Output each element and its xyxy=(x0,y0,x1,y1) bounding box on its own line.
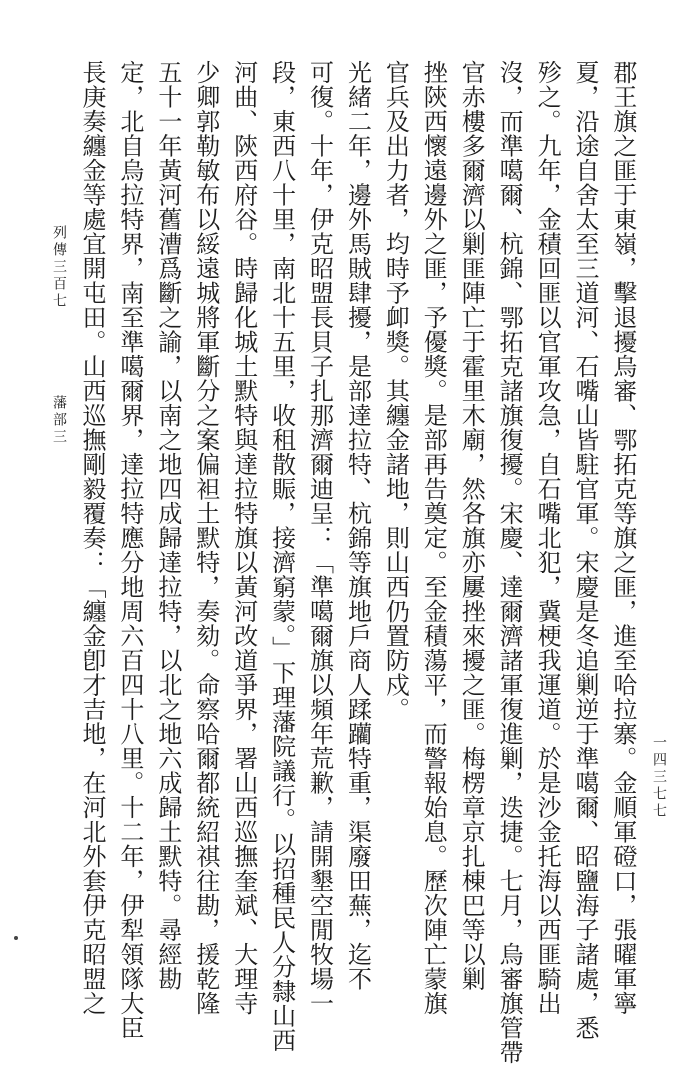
text-column-4: 沒，而準噶爾、杭錦、鄂拓克諸旗復擾。宋慶、達爾濟諸軍復進剿，迭捷。七月，烏審旗管帶 xyxy=(495,60,524,1065)
text-column-5: 官赤樓多爾濟以剿匪陣亡于霍里木廟，然各旗亦屢挫來擾之匪。梅楞章京扎棟巴等以剿 xyxy=(457,60,486,991)
text-column-11: 河曲、陝西府谷。時歸化城土默特與達拉特旗以黃河改道爭界，署山西巡撫奎斌、大理寺 xyxy=(229,60,258,1016)
text-column-13: 五十一年黃河舊漕爲斷之諭，以南之地四成歸達拉特，以北之地六成歸土默特。尋經勘 xyxy=(153,60,182,991)
main-text-block xyxy=(78,60,637,1065)
scan-speck xyxy=(14,936,18,940)
text-column-6: 挫陝西懷遠邊外之匪，予優獎。是部再告奠定。至金積蕩平，而警報始息。歷次陣亡蒙旗 xyxy=(419,60,448,1016)
text-column-12: 少卿郭勒敏布以綏遠城將軍斷分之案偏袒土默特，奏劾。命察哈爾都統紹祺往勘，援乾隆 xyxy=(191,60,220,1016)
text-column-8: 光緒二年，邊外馬賊肆擾，是部達拉特、杭錦等旗地戶商人蹂躪特重，渠廢田蕪，迄不 xyxy=(343,60,372,991)
text-column-14: 定，北自烏拉特界，南至準噶爾界，達拉特應分地周六百四十八里。十二年，伊犁領隊大臣 xyxy=(115,60,144,1040)
text-column-10: 段，東西八十里，南北十五里，收租散賑，接濟窮蒙。」下理藩院議行。以招種民人分隸山西 xyxy=(267,60,296,1053)
text-column-7: 官兵及出力者，均時予卹獎。其纏金諸地，則山西仍置防戍。 xyxy=(381,60,410,722)
margin-header-section: 藩部三 xyxy=(51,395,67,446)
page-number: 一四三七七 xyxy=(651,735,667,820)
text-column-3: 殄之。九年，金積回匪以官軍攻急，自石嘴北犯，冀梗我運道。於是沙金托海以西匪騎出 xyxy=(533,60,562,1016)
text-column-2: 夏，沿途自舍太至三道河、石嘴山皆駐官軍。宋慶是冬追剿逆于準噶爾、昭鹽海子諸處，悉 xyxy=(570,60,599,1040)
margin-header-title: 列傳三百七 xyxy=(51,225,67,310)
text-column-15: 長庚奏纏金等處宜開屯田。山西巡撫剛毅覆奏：「纏金卽才吉地，在河北外套伊克昭盟之 xyxy=(78,60,106,1016)
text-column-9: 可復。十年，伊克昭盟長貝子扎那濟爾迪呈：「準噶爾旗以頻年荒歉，請開墾空閒牧場一 xyxy=(305,60,334,1016)
text-column-1: 郡王旗之匪于東嶺，擊退擾烏審、鄂拓克等旗之匪，進至哈拉寨。金順軍磴口，張曜軍寧 xyxy=(608,60,637,1016)
